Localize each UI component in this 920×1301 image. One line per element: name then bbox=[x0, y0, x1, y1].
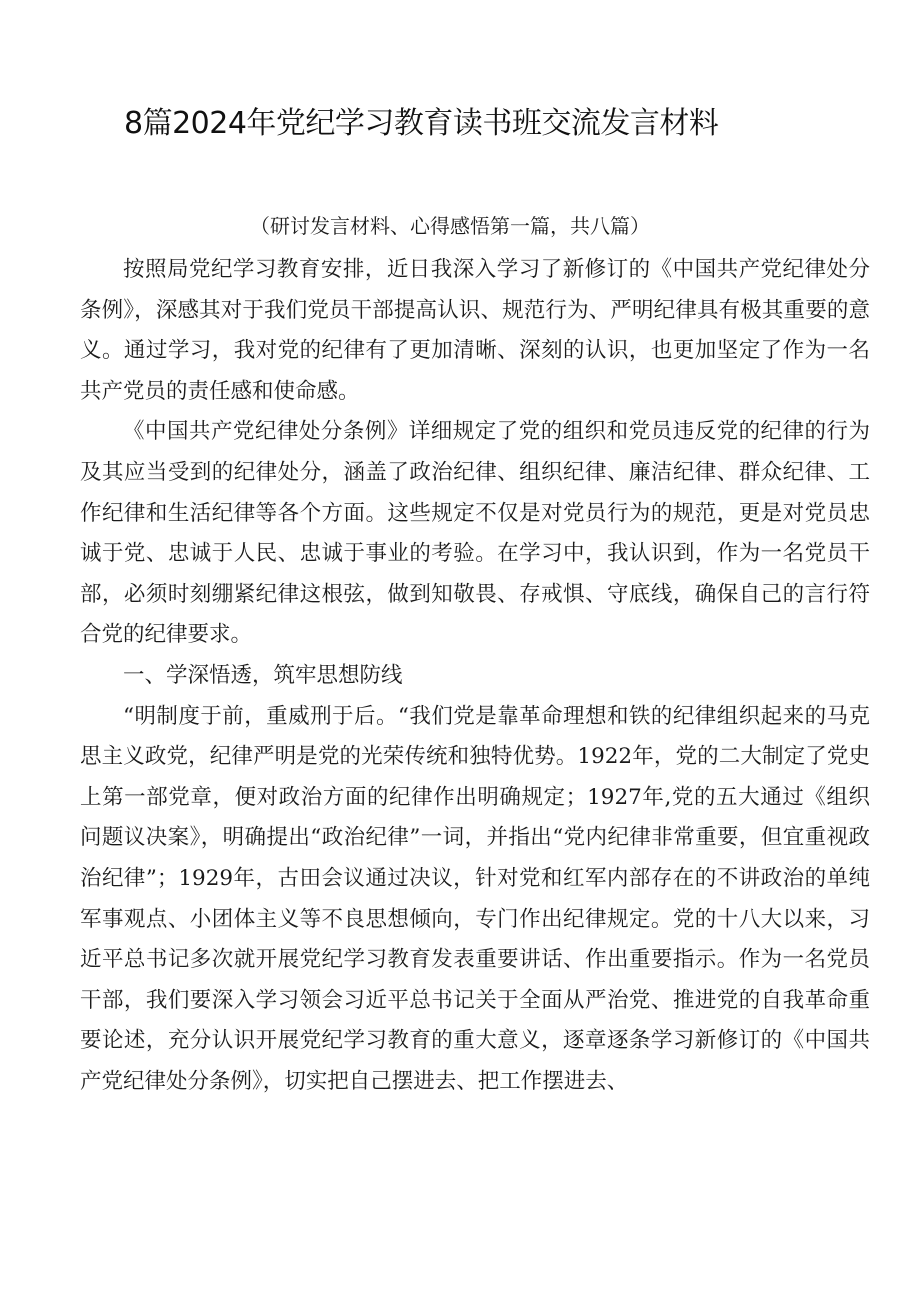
paragraph-history: “明制度于前，重威刑于后。“我们党是靠革命理想和铁的纪律组织起来的马克思主义政党，纪律严明是党的光荣传统和独特优势。1922年，党的二大制定了党史上第一部党章，便对政治方面的纪律作出明确规定；1927年,党的五大通过《组织问题议决案》，明确提出“政治纪律”一词，并指出“党内纪律非常重要，但宜重视政治纪律”；1929年，古田会议通过决议，针对党和红军内部存在的不讲政治的单纯军事观点、小团体主义等不良思想倾向，专门作出纪律规定。党的十八大以来，习近平总书记多次就开展党纪学习教育发表重要讲话、作出重要指示。作为一名党员干部，我们要深入学习领会习近平总书记关于全面从严治党、推进党的自我革命重要论述，充分认识开展党纪学习教育的重大意义，逐章逐条学习新修订的《中国共产党纪律处分条例》，切实把自己摆进去、把工作摆进去、 bbox=[80, 703, 870, 1094]
section-heading: 一、学深悟透，筑牢思想防线 bbox=[123, 662, 403, 688]
paragraph-regulation: 《中国共产党纪律处分条例》详细规定了党的组织和党员违反党的纪律的行为及其应当受到的纪律处分，涵盖了政治纪律、组织纪律、廉洁纪律、群众纪律、工作纪律和生活纪律等各个方面。这些规定不仅是对党员行为的规范，更是对党员忠诚于党、忠诚于人民、忠诚于事业的考验。在学习中，我认识到，作为一名党员干部，必须时刻绷紧纪律这根弦，做到知敬畏、存戒惧、守底线，确保自己的言行符合党的纪律要求。 bbox=[80, 419, 870, 648]
document-body bbox=[80, 250, 870, 1102]
paragraph-intro: 按照局党纪学习教育安排，近日我深入学习了新修订的《中国共产党纪律处分条例》，深感其对于我们党员干部提高认识、规范行为、严明纪律具有极其重要的意义。通过学习，我对党的纪律有了更加清晰、深刻的认识，也更加坚定了作为一名共产党员的责任感和使命感。 bbox=[80, 257, 870, 404]
document-title: 8篇2024年党纪学习教育读书班交流发言材料 bbox=[124, 106, 719, 141]
document-subtitle: （研讨发言材料、心得感悟第一篇，共八篇） bbox=[250, 214, 650, 238]
